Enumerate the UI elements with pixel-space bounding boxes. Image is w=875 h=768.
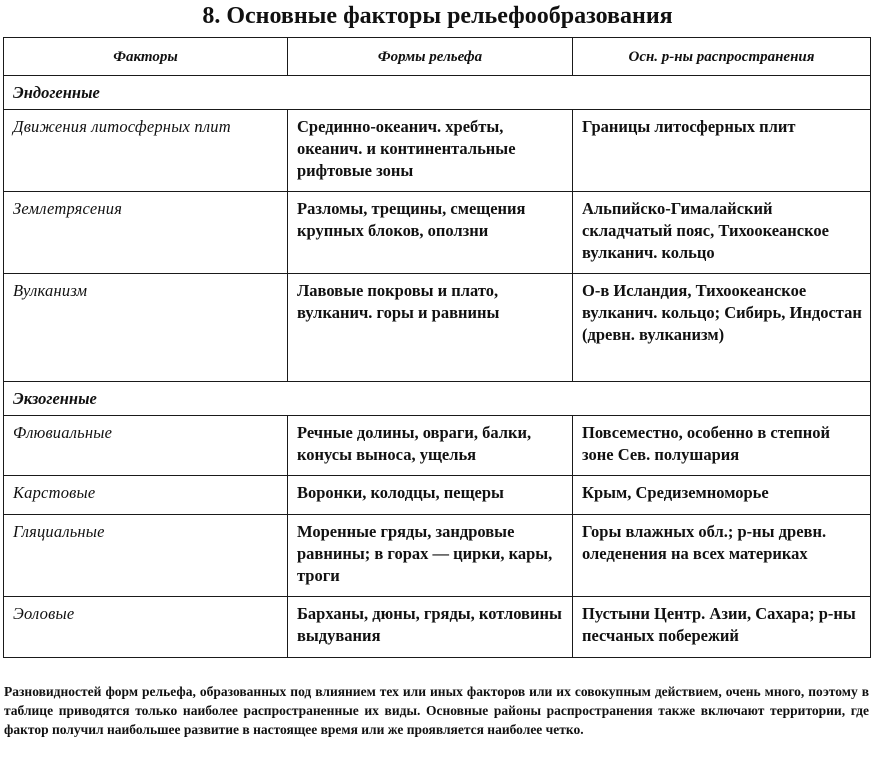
group-row-exogenous [4, 382, 871, 416]
table-header-row [4, 38, 871, 76]
areas-cell: Границы литосферных плит [573, 110, 871, 192]
forms-cell: Барханы, дюны, гряды, котловины выдувания [288, 597, 573, 658]
factor-cell: Землетрясения [4, 192, 288, 274]
forms-cell: Лавовые покровы и плато, вулканич. горы и равнины [288, 274, 573, 382]
areas-cell: Горы влажных обл.; р-ны древн. оледенения на всех материках [573, 515, 871, 597]
forms-cell: Моренные гряды, зандровые равнины; в горах — цирки, кары, троги [288, 515, 573, 597]
table-row [4, 597, 871, 658]
forms-cell: Срединно-океанич. хребты, океанич. и континентальные рифтовые зоны [288, 110, 573, 192]
forms-cell: Разломы, трещины, смещения крупных блоков, оползни [288, 192, 573, 274]
forms-cell: Речные долины, овраги, балки, конусы выноса, ущелья [288, 416, 573, 476]
group-label-endogenous: Эндогенные [4, 76, 871, 110]
areas-cell: Пустыни Центр. Азии, Сахара; р-ны песчаных побережий [573, 597, 871, 658]
areas-cell: Крым, Средиземноморье [573, 476, 871, 515]
table-row [4, 476, 871, 515]
areas-cell: Альпийско-Гималайский складчатый пояс, Тихоокеанское вулканич. кольцо [573, 192, 871, 274]
areas-cell: Повсеместно, особенно в степной зоне Сев. полушария [573, 416, 871, 476]
footnote: Разновидностей форм рельефа, образованных под влиянием тех или иных факторов или их совокупным действием, очень много, поэтому в таблице приводятся только наиболее распространенные их виды. Основные районы распространения также включают территории, где фактор получил наибольшее развитие в настоящее время или же проявляется наиболее четко. [4, 684, 869, 737]
relief-factors-table [3, 37, 871, 658]
group-row-endogenous [4, 76, 871, 110]
group-label-exogenous: Экзогенные [4, 382, 871, 416]
table-row [4, 515, 871, 597]
table-row [4, 192, 871, 274]
factor-cell: Гляциальные [4, 515, 288, 597]
header-areas: Осн. р-ны распространения [573, 38, 871, 76]
header-forms: Формы рельефа [288, 38, 573, 76]
factor-cell: Эоловые [4, 597, 288, 658]
factor-cell: Карстовые [4, 476, 288, 515]
forms-cell: Воронки, колодцы, пещеры [288, 476, 573, 515]
header-factors: Факторы [4, 38, 288, 76]
factor-cell: Движения литосферных плит [4, 110, 288, 192]
page-title: 8. Основные факторы рельефообразования [202, 3, 673, 29]
factor-cell: Вулканизм [4, 274, 288, 382]
areas-cell: О-в Исландия, Тихоокеанское вулканич. кольцо; Сибирь, Индостан (древн. вулканизм) [573, 274, 871, 382]
table-row [4, 110, 871, 192]
table-row [4, 416, 871, 476]
table-row [4, 274, 871, 382]
factor-cell: Флювиальные [4, 416, 288, 476]
